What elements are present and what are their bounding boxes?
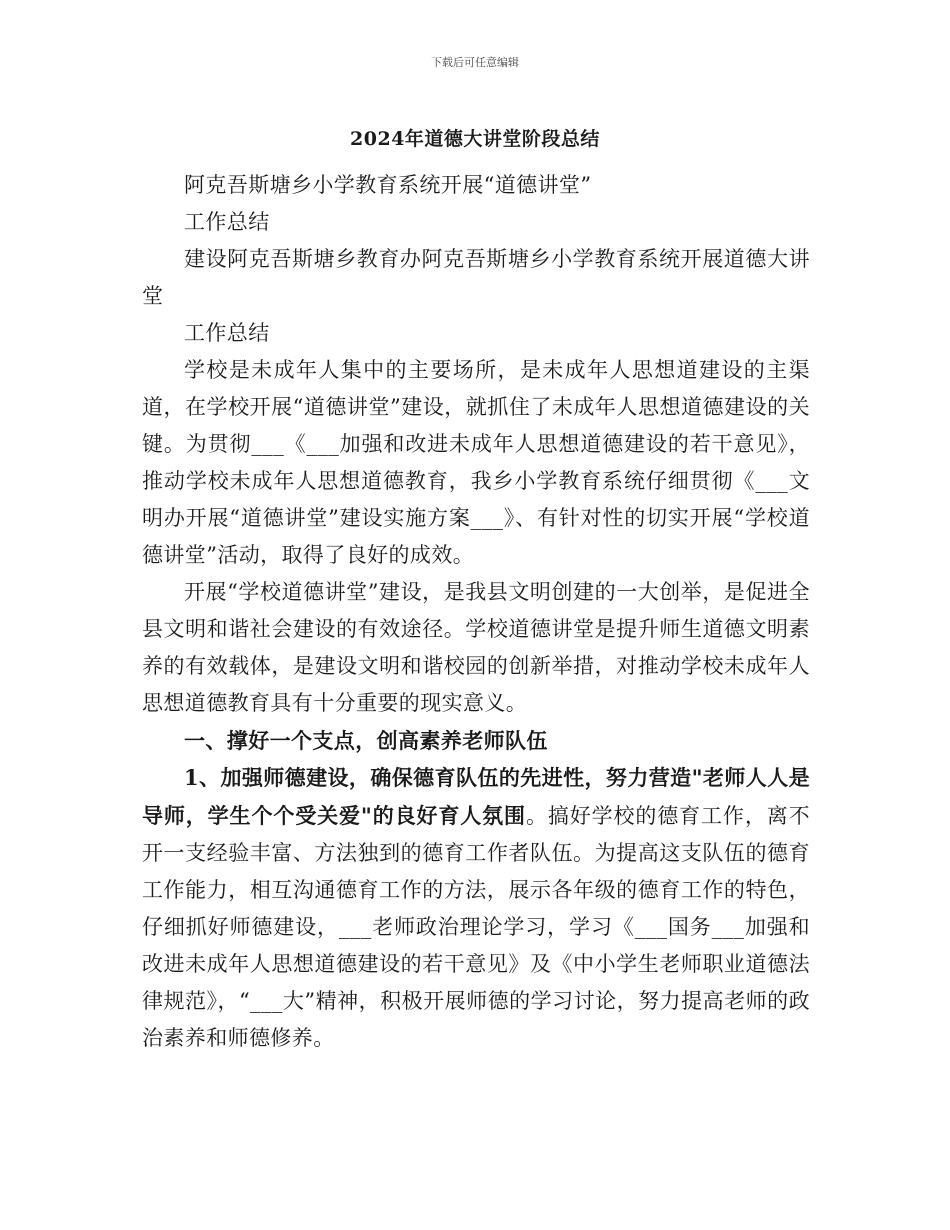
paragraph-text: 。搞好学校的德育工作，离不开一支经验丰富、方法独到的德育工作者队伍。为提高这支队伍的德育工作能力，相互沟通德育工作的方法，展示各年级的德育工作的特色，仔细抓好师德建设，___老师政治理论学习，学习《___国务___加强和改进未成年人思想道德建设的若干意见》及《中小学生老师职业道德法律规范》，“___大”精神，积极开展师德的学习讨论，努力提高老师的政治素养和师德修养。 <box>142 804 810 1050</box>
header-note: 下载后可任意编辑 <box>431 56 519 69</box>
document-body <box>142 167 810 1057</box>
paragraph: 学校是未成年人集中的主要场所，是未成年人思想道建设的主渠道，在学校开展“道德讲堂”建设，就抓住了未成年人思想道德建设的关键。为贯彻___《___加强和改进未成年人思想道德建设的若干意见》，推动学校未成年人思想道德教育，我乡小学教育系统仔细贯彻《___文明办开展“道德讲堂”建设实施方案___》、有针对性的切实开展“学校道德讲堂”活动，取得了良好的成效。 <box>142 358 810 567</box>
document-title: 2024年道德大讲堂阶段总结 <box>350 128 600 150</box>
section-heading: 一、撑好一个支点，创高素养老师队伍 <box>184 728 548 753</box>
paragraph-lead: 1、加强师德建设，确保德育队伍的先进性，努力营造"老师人人是导师，学生个个受关爱"的良好育人氛围 <box>142 765 810 828</box>
paragraph: 建设阿克吾斯塘乡教育办阿克吾斯塘乡小学教育系统开展道德大讲堂 <box>142 247 810 308</box>
paragraph <box>142 759 810 1057</box>
paragraph: 工作总结 <box>184 210 270 234</box>
paragraph: 工作总结 <box>184 321 270 345</box>
paragraph: 阿克吾斯塘乡小学教育系统开展“道德讲堂” <box>184 173 592 197</box>
paragraph: 开展“学校道德讲堂”建设，是我县文明创建的一大创举，是促进全县文明和谐社会建设的有效途径。学校道德讲堂是提升师生道德文明素养的有效载体，是建设文明和谐校园的创新举措，对推动学校未成年人思想道德教育具有十分重要的现实意义。 <box>142 580 810 715</box>
